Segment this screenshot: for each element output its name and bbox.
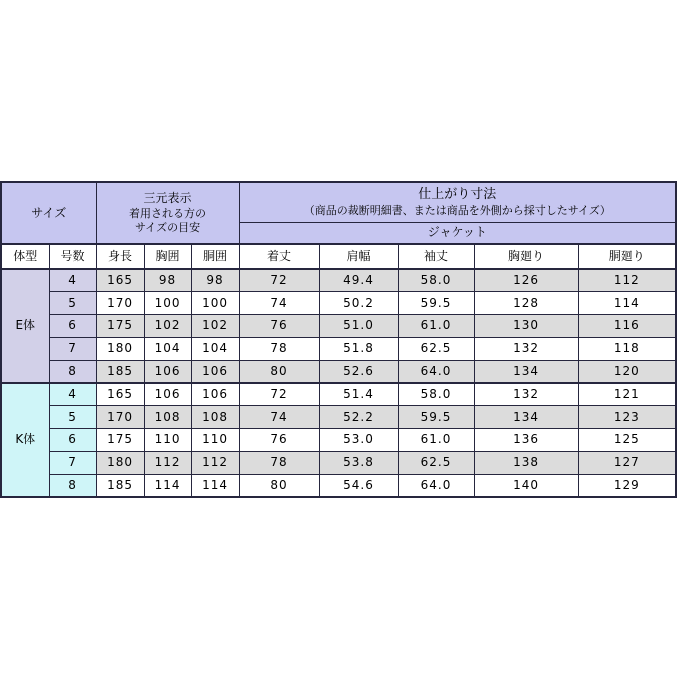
size-number-cell: 7 — [49, 337, 96, 360]
value-cell-袖丈: 64.0 — [398, 474, 474, 497]
value-cell-胸廻り: 138 — [474, 451, 578, 474]
table-row — [1, 451, 676, 474]
value-cell-胴廻り: 118 — [578, 337, 676, 360]
value-cell-着丈: 76 — [239, 429, 319, 452]
value-cell-身長: 165 — [96, 269, 144, 292]
column-header-8: 胸廻り — [474, 244, 578, 269]
size-number-cell: 7 — [49, 451, 96, 474]
value-cell-胸廻り: 136 — [474, 429, 578, 452]
value-cell-着丈: 74 — [239, 292, 319, 315]
value-cell-胴囲: 98 — [191, 269, 239, 292]
column-header-3: 胸囲 — [144, 244, 191, 269]
value-cell-胴囲: 106 — [191, 360, 239, 383]
value-cell-胸廻り: 130 — [474, 315, 578, 338]
table-row — [1, 360, 676, 383]
value-cell-胸廻り: 134 — [474, 360, 578, 383]
header-row-columns — [1, 244, 676, 269]
value-cell-袖丈: 59.5 — [398, 406, 474, 429]
header-three-display — [96, 182, 239, 244]
value-cell-胴囲: 102 — [191, 315, 239, 338]
value-cell-袖丈: 61.0 — [398, 429, 474, 452]
value-cell-身長: 175 — [96, 429, 144, 452]
value-cell-胴廻り: 129 — [578, 474, 676, 497]
finished-size-subtitle: （商品の裁断明細書、または商品を外側から採寸したサイズ） — [303, 204, 611, 217]
header-size-label: サイズ — [1, 182, 96, 244]
value-cell-胸囲: 110 — [144, 429, 191, 452]
value-cell-胴廻り: 116 — [578, 315, 676, 338]
value-cell-袖丈: 58.0 — [398, 269, 474, 292]
value-cell-肩幅: 50.2 — [319, 292, 398, 315]
value-cell-着丈: 72 — [239, 269, 319, 292]
value-cell-身長: 170 — [96, 292, 144, 315]
column-header-4: 胴囲 — [191, 244, 239, 269]
value-cell-着丈: 74 — [239, 406, 319, 429]
value-cell-胸囲: 104 — [144, 337, 191, 360]
value-cell-身長: 165 — [96, 383, 144, 406]
value-cell-袖丈: 62.5 — [398, 451, 474, 474]
column-header-0: 体型 — [1, 244, 49, 269]
table-row — [1, 269, 676, 292]
value-cell-胴廻り: 114 — [578, 292, 676, 315]
table-row — [1, 406, 676, 429]
value-cell-胸囲: 98 — [144, 269, 191, 292]
value-cell-胴囲: 108 — [191, 406, 239, 429]
value-cell-肩幅: 54.6 — [319, 474, 398, 497]
value-cell-身長: 185 — [96, 360, 144, 383]
three-display-subtitle-1: 着用される方の — [129, 207, 207, 221]
value-cell-胸囲: 108 — [144, 406, 191, 429]
table-row — [1, 429, 676, 452]
table-row — [1, 383, 676, 406]
size-chart-table — [0, 181, 677, 498]
value-cell-身長: 170 — [96, 406, 144, 429]
value-cell-肩幅: 49.4 — [319, 269, 398, 292]
value-cell-胴廻り: 125 — [578, 429, 676, 452]
value-cell-胸囲: 106 — [144, 360, 191, 383]
value-cell-胴廻り: 112 — [578, 269, 676, 292]
three-display-subtitle-2: サイズの目安 — [134, 221, 201, 234]
value-cell-肩幅: 53.0 — [319, 429, 398, 452]
table-row — [1, 315, 676, 338]
value-cell-胴囲: 110 — [191, 429, 239, 452]
body-type-cell: E体 — [1, 269, 49, 383]
value-cell-袖丈: 61.0 — [398, 315, 474, 338]
size-number-cell: 8 — [49, 474, 96, 497]
value-cell-着丈: 72 — [239, 383, 319, 406]
value-cell-着丈: 76 — [239, 315, 319, 338]
size-chart-body — [1, 182, 676, 497]
value-cell-肩幅: 51.4 — [319, 383, 398, 406]
value-cell-胸囲: 112 — [144, 451, 191, 474]
value-cell-胸囲: 106 — [144, 383, 191, 406]
value-cell-袖丈: 64.0 — [398, 360, 474, 383]
column-header-6: 肩幅 — [319, 244, 398, 269]
value-cell-身長: 180 — [96, 451, 144, 474]
value-cell-胴囲: 104 — [191, 337, 239, 360]
size-number-cell: 4 — [49, 269, 96, 292]
value-cell-胴囲: 114 — [191, 474, 239, 497]
value-cell-身長: 180 — [96, 337, 144, 360]
column-header-9: 胴廻り — [578, 244, 676, 269]
value-cell-胴廻り: 120 — [578, 360, 676, 383]
value-cell-胸廻り: 128 — [474, 292, 578, 315]
value-cell-身長: 185 — [96, 474, 144, 497]
value-cell-袖丈: 62.5 — [398, 337, 474, 360]
value-cell-胴囲: 106 — [191, 383, 239, 406]
value-cell-着丈: 80 — [239, 360, 319, 383]
value-cell-身長: 175 — [96, 315, 144, 338]
table-row — [1, 292, 676, 315]
value-cell-肩幅: 53.8 — [319, 451, 398, 474]
value-cell-胸廻り: 134 — [474, 406, 578, 429]
size-number-cell: 6 — [49, 315, 96, 338]
value-cell-胸廻り: 126 — [474, 269, 578, 292]
value-cell-袖丈: 59.5 — [398, 292, 474, 315]
column-header-2: 身長 — [96, 244, 144, 269]
value-cell-肩幅: 51.8 — [319, 337, 398, 360]
table-row — [1, 474, 676, 497]
size-number-cell: 5 — [49, 292, 96, 315]
value-cell-胸廻り: 132 — [474, 383, 578, 406]
column-header-5: 着丈 — [239, 244, 319, 269]
header-garment-jacket: ジャケット — [239, 222, 676, 244]
column-header-1: 号数 — [49, 244, 96, 269]
size-number-cell: 8 — [49, 360, 96, 383]
value-cell-着丈: 78 — [239, 337, 319, 360]
value-cell-肩幅: 51.0 — [319, 315, 398, 338]
value-cell-肩幅: 52.6 — [319, 360, 398, 383]
value-cell-胸囲: 114 — [144, 474, 191, 497]
body-type-cell: K体 — [1, 383, 49, 497]
value-cell-着丈: 80 — [239, 474, 319, 497]
size-number-cell: 4 — [49, 383, 96, 406]
value-cell-肩幅: 52.2 — [319, 406, 398, 429]
value-cell-胸囲: 102 — [144, 315, 191, 338]
value-cell-胴囲: 112 — [191, 451, 239, 474]
table-row — [1, 337, 676, 360]
value-cell-胴廻り: 121 — [578, 383, 676, 406]
value-cell-着丈: 78 — [239, 451, 319, 474]
header-finished-size — [239, 182, 676, 222]
value-cell-胸廻り: 140 — [474, 474, 578, 497]
value-cell-袖丈: 58.0 — [398, 383, 474, 406]
size-number-cell: 5 — [49, 406, 96, 429]
value-cell-胸廻り: 132 — [474, 337, 578, 360]
three-display-title: 三元表示 — [143, 191, 192, 206]
header-row-top — [1, 182, 676, 222]
value-cell-胴囲: 100 — [191, 292, 239, 315]
finished-size-title: 仕上がり寸法 — [418, 186, 497, 202]
value-cell-胴廻り: 127 — [578, 451, 676, 474]
size-number-cell: 6 — [49, 429, 96, 452]
value-cell-胴廻り: 123 — [578, 406, 676, 429]
value-cell-胸囲: 100 — [144, 292, 191, 315]
column-header-7: 袖丈 — [398, 244, 474, 269]
